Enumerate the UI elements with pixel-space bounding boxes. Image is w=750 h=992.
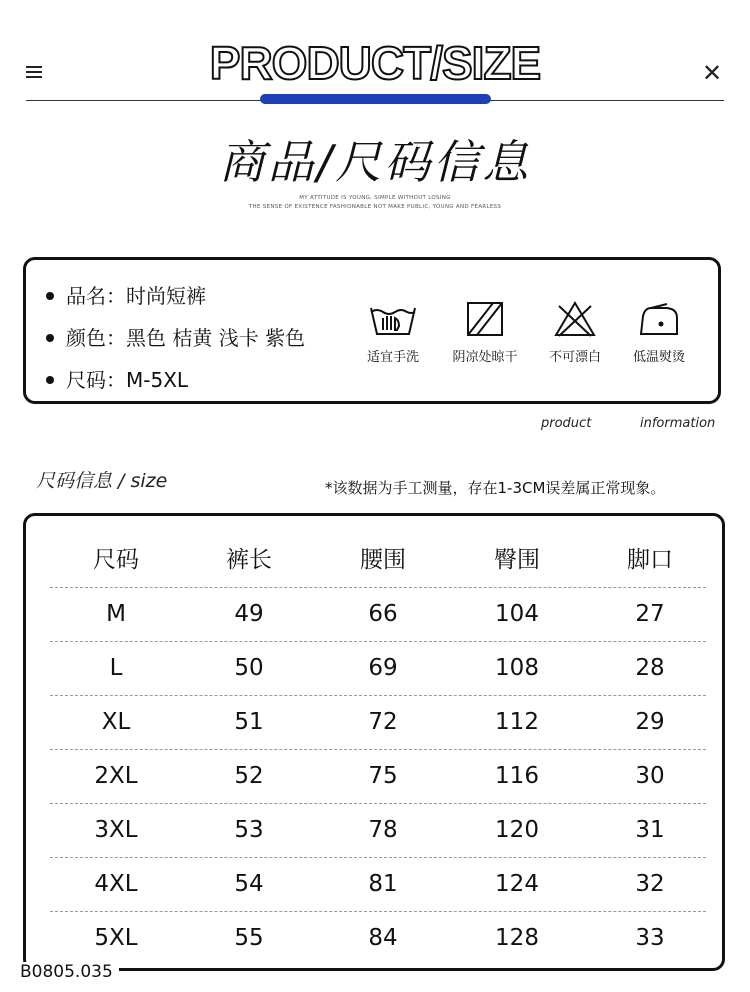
care-label: 适宜手洗 [366,350,419,365]
product-info-box [23,257,721,404]
table-row [50,587,706,642]
info-label: 尺码： [66,368,126,392]
tagline-line-2: THE SENSE OF EXISTENCE FASHIONABLE NOT MAKE PUBLIC, YOUNG AND FEARLESS [248,204,502,210]
header-cell: 尺码 [93,547,139,573]
information-caption: information [640,416,716,431]
close-icon[interactable]: ✕ [701,59,723,87]
table-cell: 128 [495,925,539,951]
info-value: M-5XL [126,368,189,392]
table-cell: 28 [635,655,665,681]
table-cell: 108 [495,655,539,681]
table-row [50,803,706,858]
page-title-cn: 商品/尺码信息 [218,135,532,189]
table-cell: XL [101,709,131,735]
size-table [23,513,725,971]
info-value: 时尚短裤 [126,284,206,308]
table-cell: 54 [234,871,264,897]
table-cell: 112 [495,709,539,735]
table-cell: 55 [234,925,264,951]
care-label: 阴凉处晾干 [452,350,518,365]
care-label: 低温熨烫 [632,350,685,365]
care-hand-wash [348,300,438,365]
table-cell: 3XL [94,817,138,843]
table-cell: 2XL [94,763,138,789]
low-iron-icon [637,300,681,338]
table-cell: 27 [635,601,665,627]
table-cell: 5XL [94,925,138,951]
table-cell: 75 [368,763,398,789]
table-cell: 104 [495,601,539,627]
table-row [50,641,706,696]
table-row [50,749,706,804]
table-cell: 29 [635,709,665,735]
header-cell: 脚口 [627,547,673,573]
care-label: 不可漂白 [548,350,601,365]
care-low-iron [614,300,704,365]
care-no-bleach [530,300,620,365]
info-label: 颜色： [66,326,126,350]
table-cell: 51 [234,709,264,735]
table-cell: 124 [495,871,539,897]
hand-wash-icon [367,300,419,338]
bullet-icon [46,334,54,342]
info-value: 黑色 桔黄 浅卡 紫色 [126,326,306,350]
product-code: B0805.035 [14,962,119,982]
table-cell: 84 [368,925,398,951]
table-cell: 49 [234,601,264,627]
table-cell: 66 [368,601,398,627]
table-cell: 32 [635,871,665,897]
header-cell: 腰围 [360,547,406,573]
product-name-item [46,280,206,309]
table-cell: 120 [495,817,539,843]
header-cell: 臀围 [494,547,540,573]
measurement-note: *该数据为手工测量，存在1-3CM误差属正常现象。 [325,479,666,497]
table-cell: M [106,601,126,627]
bullet-icon [46,292,54,300]
table-cell: 116 [495,763,539,789]
table-cell: 78 [368,817,398,843]
size-heading: 尺码信息 / size [36,470,168,492]
info-label: 品名： [66,284,126,308]
accent-bar [260,94,491,104]
table-cell: 52 [234,763,264,789]
table-cell: 30 [635,763,665,789]
table-cell: 81 [368,871,398,897]
table-row [50,911,706,965]
no-bleach-icon [553,300,597,338]
product-color-item [46,322,305,351]
table-cell: 72 [368,709,398,735]
product-caption: product [541,416,592,431]
table-cell: L [109,655,123,681]
care-shade-dry [440,300,530,365]
product-size-item [46,364,188,393]
table-cell: 31 [635,817,665,843]
tagline-line-1: MY ATTITUDE IS YOUNG, SIMPLE WITHOUT LOSING [299,195,451,201]
table-row [50,857,706,912]
table-cell: 50 [234,655,264,681]
table-header-row [50,533,706,588]
table-cell: 69 [368,655,398,681]
shade-dry-icon [465,300,505,338]
table-cell: 4XL [94,871,138,897]
table-cell: 53 [234,817,264,843]
bullet-icon [46,376,54,384]
page-title-en: PRODUCT/SIZE [209,37,541,89]
table-row [50,695,706,750]
header-cell: 裤长 [226,547,272,573]
table-cell: 33 [635,925,665,951]
